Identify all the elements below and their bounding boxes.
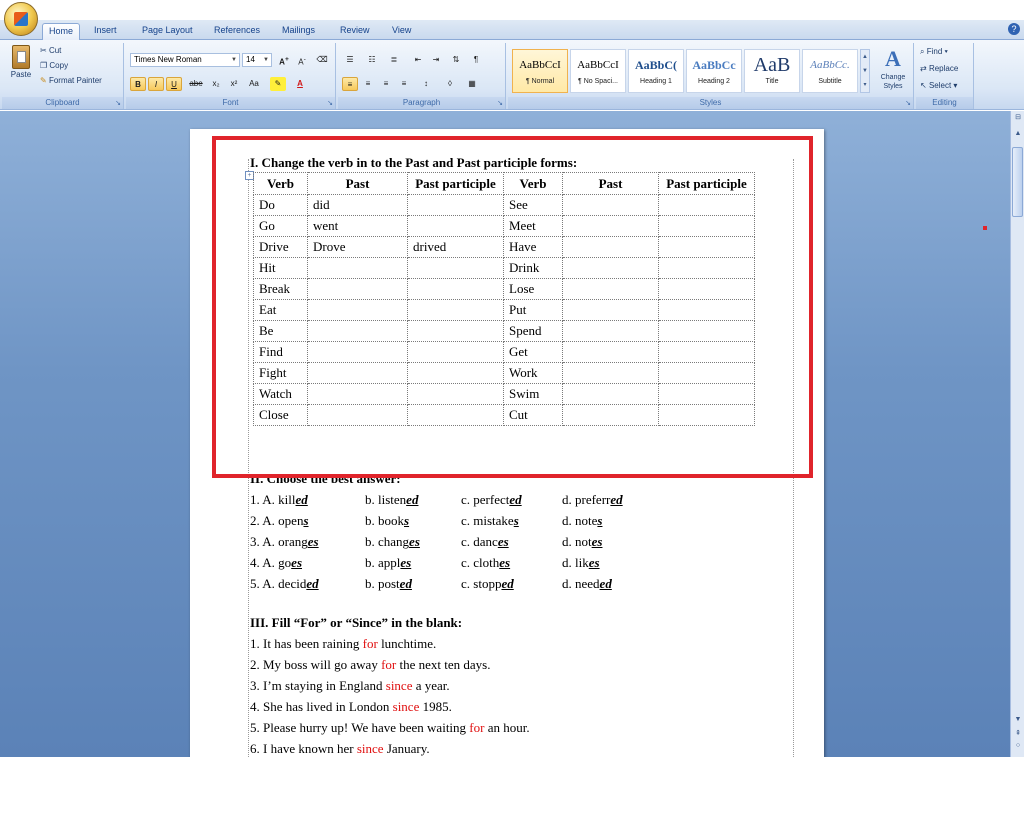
ribbon-tab-bar: [0, 20, 1024, 40]
table-cell[interactable]: Put: [504, 300, 563, 321]
fill-text: 5. Please hurry up! We have been waiting: [250, 720, 470, 735]
styles-scroll[interactable]: ▲ ▼ ▾: [860, 49, 870, 93]
multilevel-list-icon[interactable]: ≣: [390, 55, 398, 64]
replace-label: Replace: [928, 64, 959, 73]
fill-line: [250, 678, 450, 694]
highlight-icon[interactable]: ✎: [270, 77, 286, 91]
choice-ending: ed: [406, 492, 419, 507]
table-cell[interactable]: Get: [504, 342, 563, 363]
table-cell[interactable]: Hit: [254, 258, 308, 279]
table-header: Verb: [504, 173, 563, 195]
style-name: Title: [765, 78, 779, 85]
editing-group-label: Editing: [916, 97, 973, 109]
fill-text: 1. It has been raining: [250, 636, 363, 651]
change-styles-icon: A: [885, 46, 901, 71]
fill-text: lunchtime.: [377, 636, 437, 651]
choice-stem: d. lik: [562, 555, 589, 570]
paste-button[interactable]: [8, 45, 34, 95]
table-cell[interactable]: did: [308, 195, 408, 216]
choice-ending: ed: [501, 576, 514, 591]
italic-button[interactable]: I: [148, 77, 164, 91]
choice-ending: es: [400, 555, 412, 570]
tab-insert[interactable]: Insert: [94, 25, 117, 35]
style-name: Heading 2: [698, 78, 730, 85]
choice-option: [562, 513, 602, 529]
cut-label: Cut: [48, 46, 62, 55]
choice-stem: 1. A. kill: [250, 492, 296, 507]
style-title[interactable]: [744, 49, 800, 93]
sort-icon[interactable]: ⇅: [452, 55, 460, 64]
tab-page-layout[interactable]: Page Layout: [142, 25, 193, 35]
fill-text: January.: [383, 741, 430, 756]
format-painter-button[interactable]: [40, 75, 102, 87]
table-cell[interactable]: drived: [408, 237, 504, 258]
choice-stem: d. preferr: [562, 492, 611, 507]
font-group: [126, 43, 336, 109]
style-name: ¶ Normal: [525, 78, 555, 85]
style-name: ¶ No Spaci...: [578, 78, 618, 85]
table-move-handle-icon[interactable]: +: [245, 171, 254, 180]
strikethrough-button[interactable]: abe: [189, 79, 203, 88]
cut-button[interactable]: [40, 45, 61, 57]
choice-stem: b. appl: [365, 555, 401, 570]
choice-option: [365, 534, 420, 550]
highlight-box: [212, 136, 813, 478]
shrink-font-button[interactable]: A-: [298, 56, 306, 67]
choice-ending: ed: [509, 492, 522, 507]
office-button[interactable]: [4, 2, 38, 36]
choice-ending: ed: [306, 576, 319, 591]
scroll-down-icon[interactable]: ▼: [1014, 716, 1022, 723]
paste-label: Paste: [10, 70, 32, 79]
choice-ending: s: [597, 513, 603, 528]
red-marker: [983, 226, 987, 230]
fill-text: an hour.: [484, 720, 530, 735]
clipboard-launcher-icon[interactable]: ↘: [115, 100, 121, 107]
scroll-up-icon[interactable]: ▲: [1014, 130, 1022, 137]
choice-option: [461, 513, 519, 529]
scissors-icon: ✂: [40, 46, 49, 55]
binoculars-icon: ⌕: [920, 47, 927, 56]
section-1-title: I. Change the verb in to the Past and Past participle forms:: [250, 155, 578, 170]
decrease-indent-icon[interactable]: ⇤: [414, 55, 422, 64]
paragraph-group-label: Paragraph: [338, 97, 505, 109]
editing-group: [916, 43, 974, 109]
choice-stem: 5. A. decid: [250, 576, 307, 591]
increase-indent-icon[interactable]: ⇥: [432, 55, 440, 64]
font-size-value: 14: [246, 55, 255, 64]
choice-stem: b. book: [365, 513, 404, 528]
choice-option: [562, 534, 602, 550]
fill-text: 4. She has lived in London: [250, 699, 393, 714]
choice-option: [461, 576, 514, 592]
paste-icon: [12, 45, 30, 69]
office-logo-icon: [14, 12, 28, 26]
table-cell[interactable]: Fight: [254, 363, 308, 384]
underline-button[interactable]: U: [166, 77, 182, 91]
select-button[interactable]: ↖ Select ▾: [920, 81, 958, 90]
choice-ending: ed: [399, 576, 412, 591]
choice-option: [365, 576, 412, 592]
fill-answer: since: [356, 741, 384, 756]
style-sample: AaBbCc.: [810, 59, 850, 71]
fill-text: 2. My boss will go away: [250, 657, 382, 672]
choice-stem: d. note: [562, 513, 598, 528]
choice-stem: b. chang: [365, 534, 410, 549]
superscript-button[interactable]: x²: [230, 79, 238, 88]
ruler-toggle-icon[interactable]: ⊟: [1015, 114, 1021, 121]
table-cell[interactable]: Spend: [504, 321, 563, 342]
choice-option: [365, 492, 418, 508]
table-cell[interactable]: Drove: [308, 237, 408, 258]
fill-text: 3. I’m staying in England: [250, 678, 386, 693]
tab-references[interactable]: References: [214, 25, 261, 35]
choice-stem: c. danc: [461, 534, 498, 549]
replace-icon: ⇄: [920, 64, 929, 73]
table-cell[interactable]: Have: [504, 237, 563, 258]
show-marks-icon[interactable]: ¶: [473, 55, 479, 64]
bold-button[interactable]: B: [130, 77, 146, 91]
style-sample: AaBbCcI: [577, 59, 619, 71]
choice-ending: es: [497, 534, 509, 549]
section-2-title: II. Choose the best answer:: [250, 471, 401, 486]
find-label: Find: [926, 47, 943, 56]
choice-ending: s: [303, 513, 309, 528]
table-cell[interactable]: Cut: [504, 405, 563, 426]
font-family-value: Times New Roman: [134, 55, 202, 64]
choice-option: [250, 492, 308, 508]
table-cell[interactable]: Lose: [504, 279, 563, 300]
style-no-spacing[interactable]: [570, 49, 626, 93]
fill-text: the next ten days.: [396, 657, 491, 672]
choice-stem: d. not: [562, 534, 592, 549]
table-cell[interactable]: Watch: [254, 384, 308, 405]
tab-view[interactable]: View: [392, 25, 412, 35]
choice-option: [250, 555, 302, 571]
style-sample: AaB: [753, 54, 791, 76]
justify-icon[interactable]: ≡: [401, 79, 407, 88]
style-heading-1[interactable]: [628, 49, 684, 93]
choice-stem: c. stopp: [461, 576, 502, 591]
choice-ending: ed: [610, 492, 623, 507]
fill-answer: since: [385, 678, 413, 693]
font-size-select[interactable]: [242, 53, 272, 67]
choice-stem: c. perfect: [461, 492, 510, 507]
table-cell[interactable]: Break: [254, 279, 308, 300]
fill-text: 1985.: [419, 699, 452, 714]
copy-label: Copy: [49, 61, 69, 70]
choice-ending: es: [588, 555, 600, 570]
previous-page-icon[interactable]: ⇞: [1015, 730, 1021, 737]
style-sample: AaBbC(: [634, 58, 677, 72]
table-header: Verb: [254, 173, 308, 195]
change-styles-label: Change Styles: [880, 74, 906, 90]
table-cell[interactable]: Swim: [504, 384, 563, 405]
brush-icon: ✎: [40, 76, 49, 85]
paragraph-launcher-icon[interactable]: ↘: [497, 100, 503, 107]
cursor-icon: ↖: [920, 81, 929, 90]
align-left-icon[interactable]: ≡: [342, 77, 358, 91]
table-cell[interactable]: See: [504, 195, 563, 216]
table-cell[interactable]: Be: [254, 321, 308, 342]
tab-home[interactable]: Home: [42, 23, 80, 40]
font-family-select[interactable]: [130, 53, 240, 67]
choice-stem: d. need: [562, 576, 600, 591]
font-launcher-icon[interactable]: ↘: [327, 100, 333, 107]
choice-stem: b. listen: [365, 492, 407, 507]
align-center-icon[interactable]: ≡: [365, 79, 371, 88]
choice-option: [365, 555, 411, 571]
fill-answer: for: [362, 636, 378, 651]
choice-ending: es: [307, 534, 319, 549]
table-header: Past: [563, 173, 659, 195]
vertical-scrollbar[interactable]: [1010, 111, 1024, 757]
choice-stem: c. mistake: [461, 513, 514, 528]
styles-group: [508, 43, 914, 109]
choice-option: [250, 534, 319, 550]
browse-object-icon[interactable]: ○: [1015, 742, 1021, 749]
choice-ending: ed: [295, 492, 308, 507]
table-header: Past participle: [659, 173, 755, 195]
fill-answer: for: [469, 720, 485, 735]
table-cell[interactable]: Drive: [254, 237, 308, 258]
table-header: Past participle: [408, 173, 504, 195]
fill-line: [250, 636, 436, 652]
fill-line: [250, 741, 430, 757]
fill-answer: since: [392, 699, 420, 714]
style-name: Subtitle: [818, 78, 842, 85]
copy-icon: ❐: [40, 61, 50, 70]
clipboard-group-label: Clipboard: [2, 97, 123, 109]
chevron-down-icon: ▼: [263, 57, 269, 63]
line-spacing-icon[interactable]: ↕: [424, 79, 428, 88]
choice-option: [562, 492, 623, 508]
choice-ending: ed: [599, 576, 612, 591]
fill-line: [250, 720, 530, 736]
choice-stem: 3. A. orang: [250, 534, 308, 549]
numbering-icon[interactable]: ☷: [368, 55, 376, 64]
table-cell[interactable]: Do: [254, 195, 308, 216]
font-color-icon[interactable]: A: [297, 79, 303, 88]
chevron-down-icon: ▼: [231, 57, 237, 63]
grow-font-button[interactable]: A+: [279, 56, 289, 67]
table-cell[interactable]: Go: [254, 216, 308, 237]
styles-launcher-icon[interactable]: ↘: [905, 100, 911, 107]
choice-stem: 4. A. go: [250, 555, 292, 570]
tab-mailings[interactable]: Mailings: [282, 25, 316, 35]
fill-text: a year.: [412, 678, 450, 693]
fill-line: [250, 699, 452, 715]
style-normal[interactable]: [512, 49, 568, 93]
table-cell[interactable]: Find: [254, 342, 308, 363]
table-cell[interactable]: Close: [254, 405, 308, 426]
styles-group-label: Styles: [508, 97, 913, 109]
select-label: Select: [928, 81, 952, 90]
table-cell[interactable]: went: [308, 216, 408, 237]
choice-ending: es: [291, 555, 303, 570]
choice-option: [562, 576, 612, 592]
borders-icon[interactable]: ▦: [468, 79, 476, 88]
choice-option: [250, 513, 309, 529]
style-sample: AaBbCc: [692, 58, 736, 72]
copy-button[interactable]: [40, 60, 68, 72]
section-3-title: III. Fill “For” or “Since” in the blank:: [250, 615, 463, 630]
choice-ending: s: [513, 513, 519, 528]
style-name: Heading 1: [640, 78, 672, 85]
table-cell[interactable]: Work: [504, 363, 563, 384]
clear-format-icon[interactable]: ⌫: [316, 55, 328, 64]
choice-option: [365, 513, 409, 529]
table-cell[interactable]: Meet: [504, 216, 563, 237]
fill-line: [250, 657, 491, 673]
paragraph-group: [338, 43, 506, 109]
table-cell[interactable]: Eat: [254, 300, 308, 321]
choice-stem: 2. A. open: [250, 513, 304, 528]
style-subtitle[interactable]: [802, 49, 858, 93]
choice-option: [562, 555, 600, 571]
style-sample: AaBbCcI: [519, 59, 561, 71]
choice-option: [461, 534, 509, 550]
help-icon[interactable]: ?: [1008, 23, 1020, 35]
ribbon: [0, 40, 1024, 110]
table-cell[interactable]: Drink: [504, 258, 563, 279]
change-styles-button[interactable]: [874, 45, 912, 97]
replace-button[interactable]: [920, 63, 958, 75]
clipboard-group: [2, 43, 124, 109]
choice-ending: s: [404, 513, 410, 528]
align-right-icon[interactable]: ≡: [383, 79, 389, 88]
tab-review[interactable]: Review: [340, 25, 370, 35]
fill-text: 6. I have known her: [250, 741, 357, 756]
choice-ending: es: [591, 534, 603, 549]
choice-ending: es: [409, 534, 420, 549]
choice-option: [461, 492, 522, 508]
style-heading-2[interactable]: [686, 49, 742, 93]
choice-stem: c. cloth: [461, 555, 500, 570]
scroll-thumb[interactable]: [1012, 147, 1023, 217]
change-case-button[interactable]: Aa: [249, 79, 259, 88]
font-group-label: Font: [126, 97, 335, 109]
format-painter-label: Format Painter: [48, 76, 102, 85]
choice-option: [250, 576, 319, 592]
fill-answer: for: [381, 657, 397, 672]
subscript-button[interactable]: x₂: [212, 79, 220, 88]
choice-stem: b. post: [365, 576, 400, 591]
bullets-icon[interactable]: ☰: [346, 55, 354, 64]
choice-option: [461, 555, 510, 571]
table-header: Past: [308, 173, 408, 195]
choice-ending: es: [499, 555, 511, 570]
shading-icon[interactable]: ◊: [448, 79, 452, 88]
find-button[interactable]: ⌕ Find ▾: [920, 47, 948, 56]
